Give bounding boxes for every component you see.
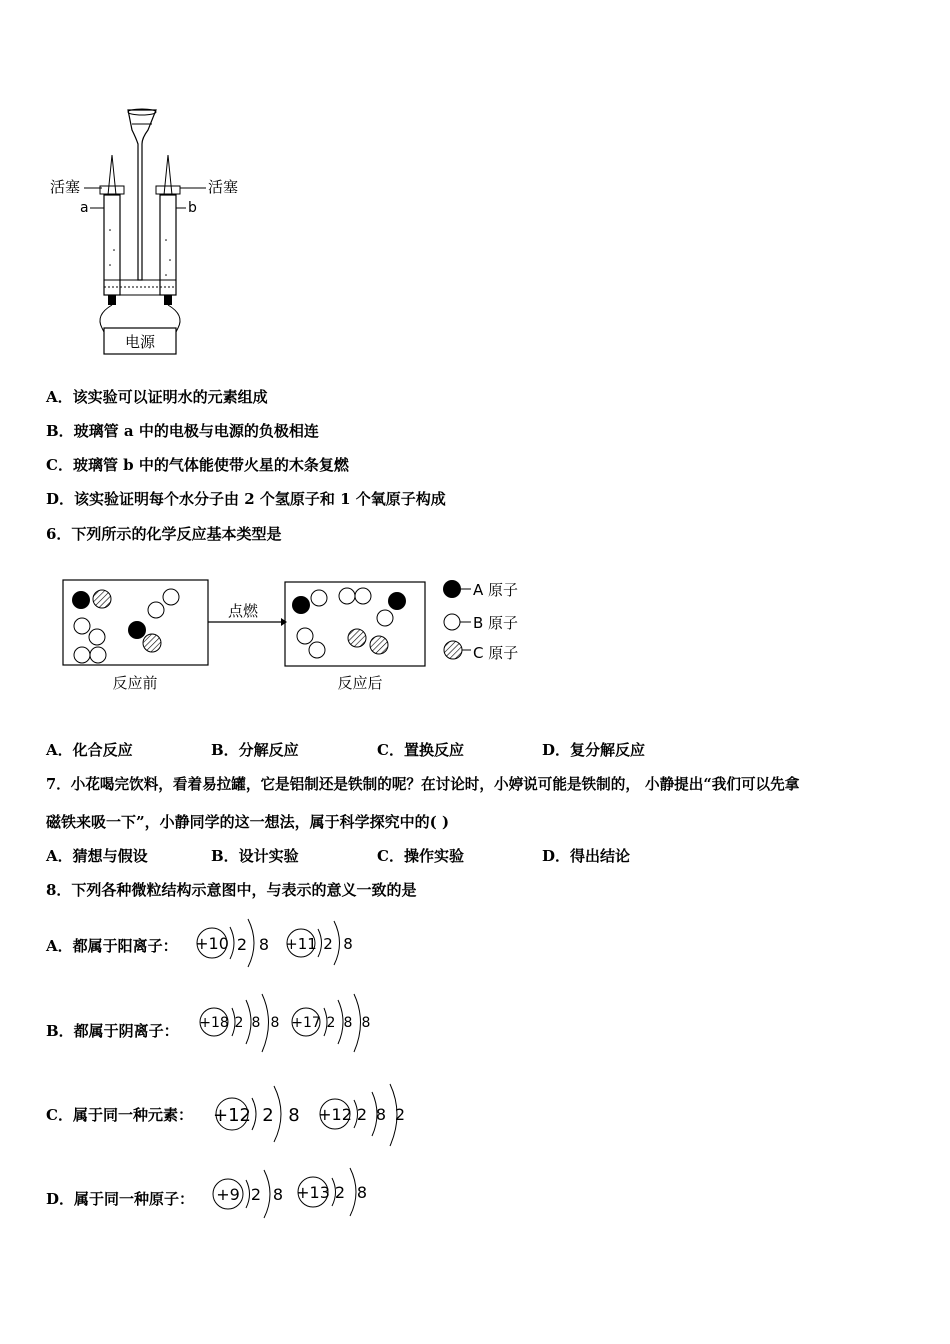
q5-option-b: B．玻璃管 a 中的电极与电源的负极相连 <box>46 422 319 440</box>
legend-a: A 原子 <box>473 581 519 599</box>
q8-option-a-diagrams <box>190 915 370 975</box>
q6-option-d: D．复分解反应 <box>542 741 646 759</box>
q8-option-d-diagrams <box>210 1162 380 1222</box>
atom-shell: 8 <box>251 1015 261 1031</box>
atom-shell: 8 <box>343 1015 353 1031</box>
q7-option-d: D．得出结论 <box>542 847 631 865</box>
q6-option-c: C．置换反应 <box>377 741 464 759</box>
atom-shell: 8 <box>270 1015 280 1031</box>
atom-nucleus: +17 <box>291 1015 321 1031</box>
q6-stem: 6．下列所示的化学反应基本类型是 <box>46 525 282 543</box>
legend-c: C 原子 <box>473 644 519 662</box>
atom-shell: 2 <box>250 1185 262 1204</box>
tube-b-label: b <box>188 200 197 216</box>
atom-shell: 8 <box>288 1105 300 1126</box>
atom-shell: 2 <box>334 1183 346 1202</box>
atom-shell: 2 <box>326 1015 336 1031</box>
electrolysis-apparatus-figure <box>40 100 260 360</box>
q5-option-a: A．该实验可以证明水的元素组成 <box>46 388 268 406</box>
atom-nucleus: +18 <box>199 1015 229 1031</box>
q7-option-a: A．猜想与假设 <box>46 847 148 865</box>
atom-shell: 8 <box>356 1183 368 1202</box>
legend-b: B 原子 <box>473 614 519 632</box>
q8-option-c-label: C．属于同一种元素： <box>46 1106 193 1124</box>
before-label: 反应前 <box>112 674 158 692</box>
q5-option-d: D．该实验证明每个水分子由 2 个氢原子和 1 个氧原子构成 <box>46 490 446 508</box>
atom-shell: 2 <box>323 935 333 953</box>
q6-option-a: A．化合反应 <box>46 741 133 759</box>
atom-nucleus: +13 <box>296 1183 330 1202</box>
atom-nucleus: +12 <box>213 1105 251 1126</box>
q7-stem-line2: 磁铁来吸一下”，小静同学的这一想法，属于科学探究中的( ) <box>46 813 450 831</box>
q8-option-d-label: D．属于同一种原子： <box>46 1190 195 1208</box>
atom-shell: 8 <box>343 935 353 953</box>
q8-option-b-diagrams <box>190 992 380 1062</box>
power-label: 电源 <box>124 333 156 351</box>
atom-shell: 8 <box>361 1015 371 1031</box>
atom-shell: 8 <box>375 1105 387 1124</box>
stopcock-left-label: 活塞 <box>50 178 81 196</box>
atom-shell: 8 <box>272 1185 284 1204</box>
q7-stem-line1: 7．小花喝完饮料，看着易拉罐，它是铝制还是铁制的呢？在讨论时，小婷说可能是铁制的， 小静提出“我们可以先拿 <box>46 776 800 793</box>
q8-option-c-diagrams <box>212 1080 412 1150</box>
q6-option-b: B．分解反应 <box>211 741 299 759</box>
tube-a-label: a <box>80 200 89 216</box>
arrow-label: 点燃 <box>227 602 259 620</box>
q7-option-c: C．操作实验 <box>377 847 464 865</box>
atom-nucleus: +12 <box>318 1105 352 1124</box>
atom-shell: 8 <box>258 935 270 954</box>
stopcock-right-label: 活塞 <box>208 178 239 196</box>
atom-shell: 2 <box>394 1105 406 1124</box>
reaction-diagram <box>55 572 555 697</box>
atom-shell: 2 <box>262 1105 274 1126</box>
atom-shell: 2 <box>236 935 248 954</box>
q5-option-c: C．玻璃管 b 中的气体能使带火星的木条复燃 <box>46 456 349 474</box>
q8-option-b-label: B．都属于阴离子： <box>46 1022 179 1040</box>
q8-stem: 8．下列各种微粒结构示意图中，与表示的意义一致的是 <box>46 881 417 899</box>
atom-nucleus: +11 <box>285 935 317 953</box>
atom-shell: 2 <box>234 1015 244 1031</box>
atom-nucleus: +10 <box>195 934 229 953</box>
atom-nucleus: +9 <box>216 1185 240 1204</box>
q7-option-b: B．设计实验 <box>211 847 299 865</box>
q8-option-a-label: A．都属于阳离子： <box>46 937 178 955</box>
after-label: 反应后 <box>337 674 383 692</box>
atom-shell: 2 <box>356 1105 368 1124</box>
